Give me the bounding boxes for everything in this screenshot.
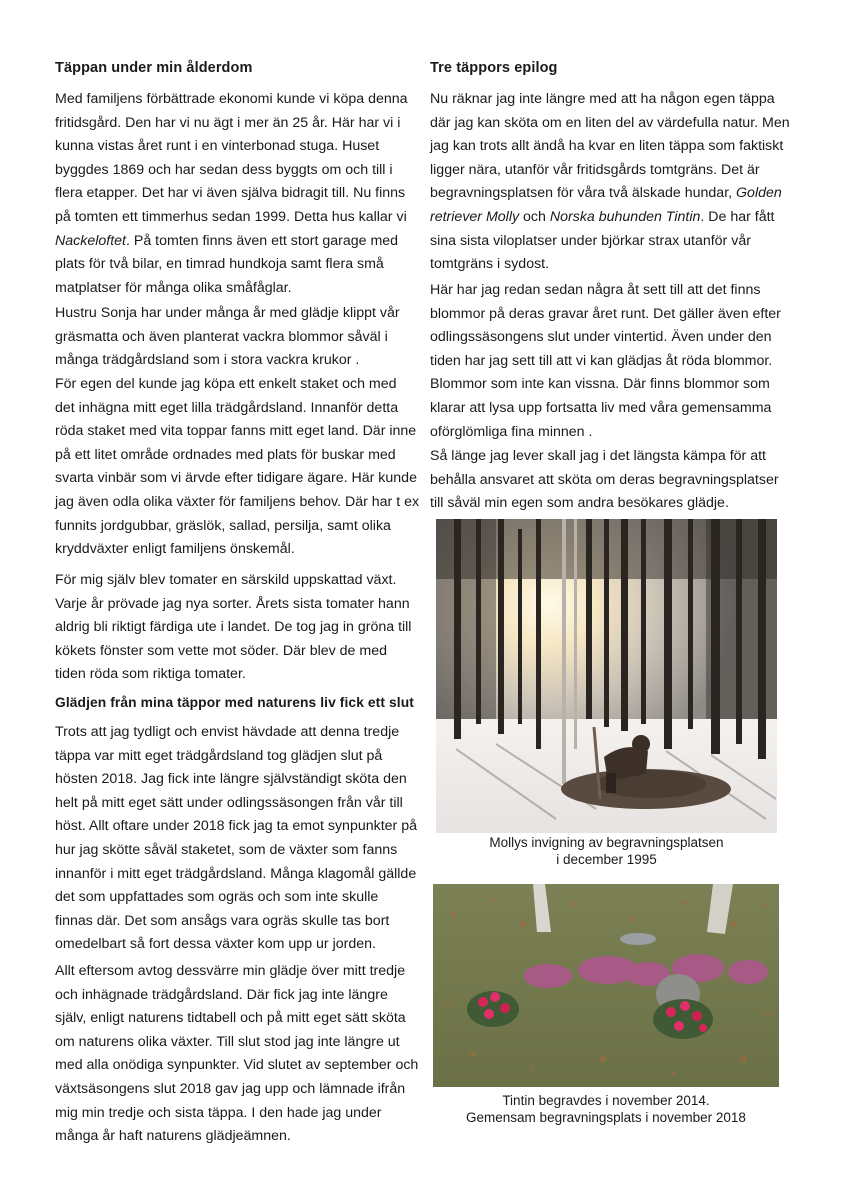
text-run: Med familjens förbättrade ekonomi kunde vi köpa denna fritidsgård. Den har vi nu ägt i mer än 25 år. Här har vi i kunna vistas året runt i en vinterbonad stuga. Huset byggdes 1869 och har sedan dess byggts om och till i flera etapper. Det har vi även själva bidragit till. Nu finns på tomten ett timmerhus sedan 1999. Detta hus kallar vi: [55, 91, 408, 225]
paragraph-begravningsplatsen: [430, 88, 790, 277]
paragraph-sa-lange: Så länge jag lever skall jag i det längsta kämpa för att behålla ansvaret att sköta om deras begravningsplatser till såväl min egen som andra besökares glädje.: [430, 448, 779, 512]
paragraph-tredje-tappa: Allt eftersom avtog dessvärre min glädje över mitt tredje och inhägnade trädgårdsland. Där fick jag inte längre själv, enligt naturens tidtabell och på mitt eget sätt sköta om naturens olika växter. Till slut stod jag inte längre ut med alla onödiga synpunkter. Vid slutet av september och växtsäsongens slut 2018 gav jag upp och lämnade ifrån mig min tredje och sista täppa. I den hade jag under många år haft naturens glädjeämnen.: [55, 963, 419, 1145]
text-run: och: [519, 208, 550, 225]
paragraph-tomater: För mig själv blev tomater en särskild uppskattad växt. Varje år prövade jag nya sorter. Årets sista tomater hann aldrig bli riktigt färdiga ute i landet. De tog jag in gröna till kökets fönster som vette mot söder. Där blev de med tiden röda som riktiga tomater.: [55, 572, 412, 683]
heading-gladjen: Glädjen från mina täppor med naturens liv fick ett slut: [55, 695, 414, 710]
text-run: Nu räknar jag inte längre med att ha någon egen täppa där jag kan sköta om en liten del av värdefulla natur. Men jag kan trots allt ändå ha kvar en liten täppa som faktiskt ligger nära, utanför vår fritidsgårds tomtgräns. Det är begravningsplatsen för våra två älskade hundar,: [430, 91, 790, 202]
text-run: . På tomten finns även ett stort garage med plats för två bilar, en timrad hundkoja samt flera små matplatser för många olika småfåglar.: [55, 232, 399, 296]
text-run: . De har fått sina sista viloplatser under björkar strax utanför vår tomtgräns i sydost.: [430, 208, 775, 273]
heading-tappan: Täppan under min ålderdom: [55, 60, 253, 76]
caption-tintin-line2: Gemensam begravningsplats i november 2018: [466, 1110, 746, 1125]
caption-tintin-line1: Tintin begravdes i november 2014.: [502, 1093, 710, 1108]
red-flowers-left: [467, 991, 519, 1027]
text-em-molly: Golden retriever Molly: [430, 185, 782, 225]
caption-molly: [436, 834, 777, 868]
photo-grave-flowers: [433, 884, 779, 1087]
paragraph-staket: För egen del kunde jag köpa ett enkelt staket och med det inhägna mitt eget lilla trädgårdsland. Innanför detta röda staket med vita toppar fanns mitt eget land. Där inne på ett litet område ordnades med plats för buskar med svarta vinbär som vi ärvde efter tidigare ägare. Här kunde jag även odla olika växter för familjens behov. Där har t ex funnits jordgubbar, gräslök, sallad, persilja, samt olika kryddväxter enligt familjens önskemål.: [55, 376, 420, 558]
paragraph-blommor: Här har jag redan sedan några åt sett till att det finns blommor på deras gravar året runt. Det gäller även efter odlingssäsongens slut under vintertid. Även under den tiden har jag sett till att vi kan glädjas åt röda blommor. Blommor som inte kan vissna. Där finns blommor som klarar att lysa upp fortsatta liv med våra gemensamma oförglömliga fina minnen .: [430, 282, 781, 440]
heading-epilog: Tre täppors epilog: [430, 60, 558, 76]
caption-molly-line1: Mollys invigning av begravningsplatsen: [489, 835, 724, 850]
grave-illustration: [433, 884, 779, 1087]
paragraph-hosten-2018: Trots att jag tydligt och envist hävdade att denna tredje täppa var mitt eget trädgårdsland tog glädjen slut på hösten 2018. Jag fick inte längre självständigt sköta den helt på mitt eget sätt under odlingssäsongen från vår till höst. Allt oftare under 2018 fick jag ta emot synpunkter på hur jag skötte såväl staketet, som de växter som fanns innanför i mitt eget trädgårdsland. Många klagomål gällde det som uppfattades som ogräs och som inte skulle finnas där. Det som ansågs vara ogräs skulle tas bort omedelbart så fort dessa växter kom upp ur jorden.: [55, 724, 417, 953]
snow-forest-illustration: [436, 519, 777, 833]
text-em-nackeloftet: Nackeloftet: [55, 232, 126, 249]
caption-molly-line2: i december 1995: [556, 852, 657, 867]
caption-tintin: [433, 1092, 779, 1126]
text-em-tintin: Norska buhunden Tintin: [549, 208, 701, 225]
photo-snowy-forest: [436, 519, 777, 833]
red-flowers-right: [653, 999, 713, 1039]
paragraph-fritidsgard: [55, 88, 420, 300]
paragraph-sonja: Hustru Sonja har under många år med glädje klippt vår gräsmatta och även planterat vackra blommor såväl i många trädgårdsland som i stora vackra krukor .: [55, 305, 400, 369]
